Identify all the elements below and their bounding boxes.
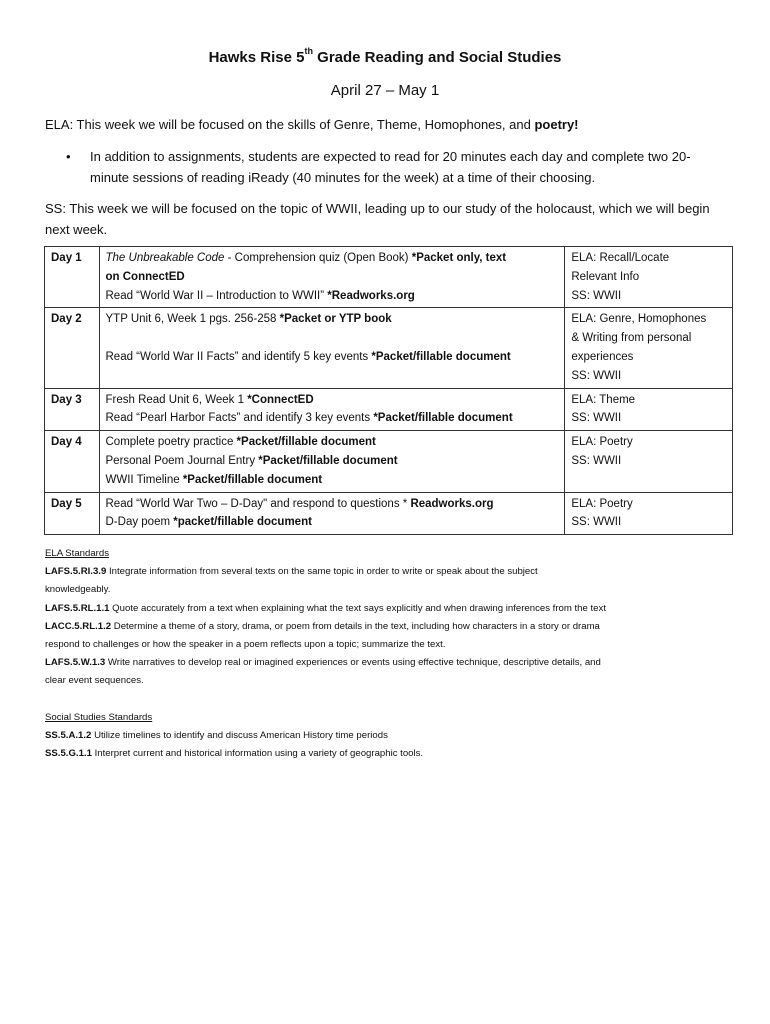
standard-continuation: clear event sequences. — [45, 675, 144, 687]
day-label: Day 5 — [45, 492, 100, 535]
standard-text: Write narratives to develop real or imagined experiences or events using effective technique, descriptive details, and — [105, 657, 601, 669]
table-row — [45, 431, 733, 492]
title-superscript: th — [304, 46, 313, 56]
task-text: Read “World War Two – D-Day" and respond to questions * — [105, 497, 411, 510]
skill-line: & Writing from personal — [571, 332, 692, 345]
standard-code: LAFS.5.RI.3.9 — [45, 566, 107, 578]
task-line — [106, 310, 559, 329]
task-line — [106, 268, 559, 287]
title-text-start: Hawks Rise 5 — [208, 49, 305, 66]
standard-item — [45, 654, 735, 672]
page-title — [0, 48, 770, 66]
standard-text: Interpret current and historical information using a variety of geographic tools. — [91, 748, 424, 760]
task-resource: *Packet/fillable document — [373, 412, 513, 425]
standard-code: LACC.5.RL.1.2 — [45, 620, 112, 632]
tasks-cell — [99, 308, 565, 388]
ss-standards-heading: Social Studies Standards — [45, 711, 153, 723]
standard-code: SS.5.G.1.1 — [45, 748, 92, 760]
skill-line: SS: WWII — [571, 369, 622, 382]
task-text: Read “World War II – Introduction to WWII” — [105, 289, 328, 302]
task-resource: *Packet/fillable document — [236, 436, 376, 449]
task-resource: *ConnectED — [247, 393, 314, 406]
standard-code: SS.5.A.1.2 — [45, 729, 92, 741]
task-text: - Comprehension quiz (Open Book) — [224, 252, 412, 264]
task-text: Complete poetry practice — [105, 436, 237, 449]
task-line — [106, 249, 559, 268]
task-text: Personal Poem Journal Entry — [105, 454, 259, 467]
task-resource: *Packet/fillable document — [182, 473, 323, 486]
tasks-cell — [99, 431, 565, 492]
bullet-item — [66, 146, 726, 188]
task-resource: *Readworks.org — [327, 289, 415, 302]
skill-line: Relevant Info — [571, 270, 640, 283]
skill-line: SS: WWII — [571, 412, 622, 425]
ela-intro-text: ELA: This week we will be focused on the skills of Genre, Theme, Homophones, and — [45, 117, 535, 132]
standard-item — [45, 745, 735, 763]
skill-line: ELA: Poetry — [571, 436, 633, 449]
skill-line: ELA: Poetry — [571, 497, 633, 510]
task-resource: *Packet only, text — [411, 252, 507, 264]
standard-item — [45, 563, 735, 581]
skills-cell — [565, 492, 733, 535]
skills-cell — [565, 388, 733, 431]
standard-text: Quote accurately from a text when explaining what the text says explicitly and when drawing inferences from the text — [109, 602, 606, 614]
task-text: WWII Timeline — [105, 473, 183, 486]
standard-continuation: respond to challenges or how the speaker in a poem reflects upon a topic; summarize the text. — [45, 639, 446, 651]
task-line — [106, 348, 559, 367]
skill-line: SS: WWII — [571, 289, 622, 302]
task-resource: *Packet/fillable document — [371, 350, 511, 363]
standard-text: Utilize timelines to identify and discuss American History time periods — [91, 729, 388, 741]
task-title: The Unbreakable Code — [105, 252, 225, 264]
skill-line: ELA: Genre, Homophones — [571, 313, 707, 326]
skill-line: experiences — [571, 350, 634, 363]
task-line — [106, 495, 559, 514]
task-resource: *Packet/fillable document — [258, 454, 398, 467]
task-resource: *packet/fillable document — [173, 516, 312, 529]
task-line — [106, 287, 559, 306]
skill-line: SS: WWII — [571, 516, 622, 529]
table-row — [45, 492, 733, 535]
task-line — [106, 433, 559, 452]
standard-item — [45, 618, 735, 636]
title-text-end: Grade Reading and Social Studies — [312, 49, 562, 66]
task-line — [106, 391, 559, 410]
ela-standards-heading: ELA Standards — [45, 548, 110, 559]
day-label: Day 1 — [45, 247, 100, 308]
task-line — [106, 513, 559, 532]
task-resource: Readworks.org — [410, 497, 494, 510]
standard-text: Integrate information from several texts on the same topic in order to write or speak about the subject — [106, 566, 538, 578]
skills-cell — [565, 247, 733, 308]
day-label: Day 2 — [45, 308, 100, 388]
day-label: Day 4 — [45, 431, 100, 492]
task-resource: *Packet or YTP book — [279, 313, 392, 326]
spacer — [45, 691, 735, 709]
task-text: D-Day poem — [105, 516, 174, 529]
tasks-cell — [99, 388, 565, 431]
ela-intro — [45, 117, 735, 132]
ela-intro-emphasis: poetry! — [534, 117, 579, 132]
standards-section — [45, 545, 735, 763]
standard-item — [45, 727, 735, 745]
standard-item — [45, 600, 735, 618]
skills-cell — [565, 308, 733, 388]
task-text: YTP Unit 6, Week 1 pgs. 256-258 — [105, 313, 280, 326]
table-row — [45, 247, 733, 308]
skill-line: ELA: Theme — [571, 393, 636, 406]
day-label: Day 3 — [45, 388, 100, 431]
task-text: Read “Pearl Harbor Facts” and identify 3 key events — [105, 412, 374, 425]
skill-line: ELA: Recall/Locate — [571, 252, 670, 264]
date-range: April 27 – May 1 — [330, 82, 440, 99]
task-line — [106, 409, 559, 428]
bullet-icon: • — [66, 149, 71, 164]
standard-continuation: knowledgeably. — [45, 584, 111, 596]
task-line — [106, 471, 559, 490]
bullet-text: In addition to assignments, students are expected to read for 20 minutes each day and complete two 20-minute sessions of reading iReady (40 minutes for the week) at a time of their choosing. — [90, 149, 691, 185]
schedule-table — [44, 246, 733, 535]
table-row — [45, 308, 733, 388]
skills-cell — [565, 431, 733, 492]
standard-code: LAFS.5.W.1.3 — [45, 657, 106, 669]
standard-code: LAFS.5.RL.1.1 — [45, 602, 110, 614]
task-line — [106, 452, 559, 471]
task-text: Fresh Read Unit 6, Week 1 — [105, 393, 248, 406]
task-text: Read “World War II Facts” and identify 5 key events — [105, 350, 372, 363]
ss-intro: SS: This week we will be focused on the topic of WWII, leading up to our study of the holocaust, which we will begin next week. — [45, 201, 710, 237]
standard-text: Determine a theme of a story, drama, or poem from details in the text, including how characters in a story or drama — [111, 620, 600, 632]
skill-line: SS: WWII — [571, 454, 622, 467]
tasks-cell — [99, 492, 565, 535]
task-resource: on ConnectED — [105, 270, 185, 283]
table-row — [45, 388, 733, 431]
spacer — [106, 329, 559, 348]
tasks-cell — [99, 247, 565, 308]
